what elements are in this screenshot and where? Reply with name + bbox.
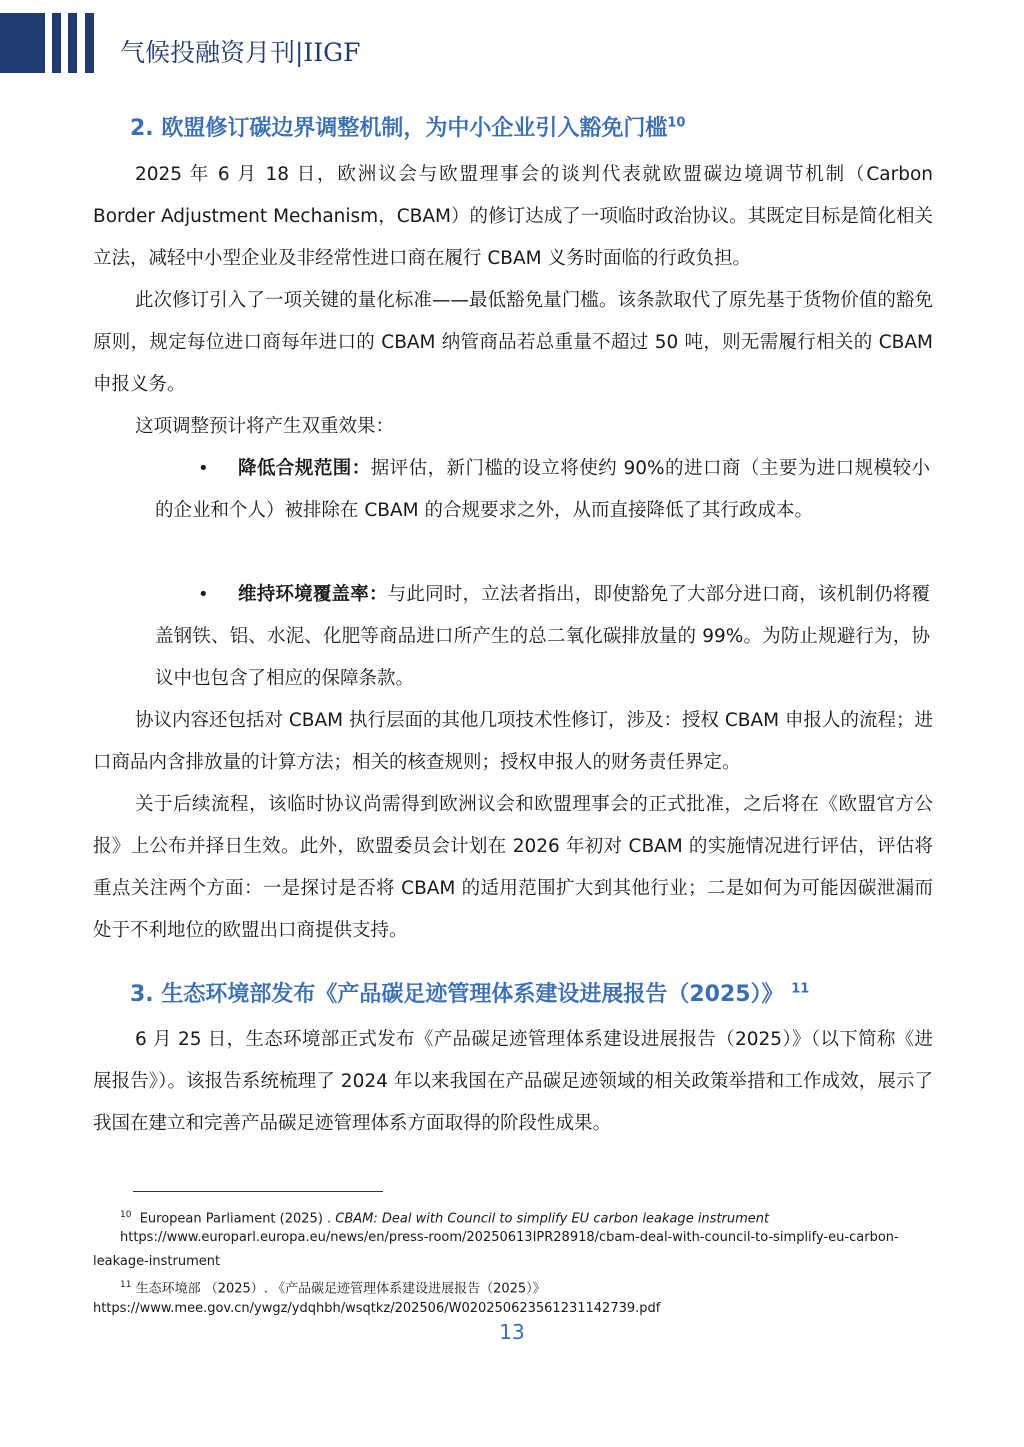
footnote-ref-10[interactable]: 10 (667, 115, 686, 131)
section-3-heading (130, 977, 809, 1008)
section-2-paragraph-3: 这项调整预计将产生双重效果： (135, 416, 395, 437)
header-bar-2 (52, 13, 61, 73)
bullet-item-2-text: 与此同时，立法者指出，即使豁免了大部分进口商，该机制仍将覆盖钢铁、铝、水泥、化肥等商品进口所产生的总二氧化碳排放量的 99%。为防止规避行为，协议中也包含了相应的保障条款。 (155, 584, 930, 689)
section-2-paragraph-2: 此次修订引入了一项关键的量化标准——最低豁免量门槛。该条款取代了原先基于货物价值的豁免原则，规定每位进口商每年进口的 CBAM 纳管商品若总重量不超过 50 吨，则无需履行相关的 CBAM 申报义务。 (93, 290, 933, 395)
page-number: 13 (499, 1320, 525, 1344)
bullet-item-1-lead: 降低合规范围： (238, 458, 371, 479)
footnote-ref-11[interactable]: 11 (791, 981, 810, 997)
section-3-paragraph-1: 6 月 25 日，生态环境部正式发布《产品碳足迹管理体系建设进展报告（2025）》（以下简称《进展报告》）。该报告系统梳理了 2024 年以来我国在产品碳足迹领域的相关政策举措和工作成效，展示了我国在建立和完善产品碳足迹管理体系方面取得的阶段性成果。 (93, 1029, 933, 1134)
bullet-item-1 (155, 448, 930, 532)
footnote-10-number: 10 (120, 1210, 132, 1220)
bullet-item-2-lead: 维持环境覆盖率： (238, 584, 388, 605)
section-2-heading-text: 2. 欧盟修订碳边界调整机制，为中小企业引入豁免门槛 (130, 116, 668, 141)
footnote-10-title: CBAM: Deal with Council to simplify EU carbon leakage instrument (335, 1211, 770, 1227)
footnote-11 (120, 1276, 546, 1298)
footnote-10-url-cont[interactable]: leakage-instrument (93, 1254, 221, 1269)
bullet-icon: • (198, 458, 209, 479)
bullet-item-1-text: 据评估，新门槛的设立将使约 90%的进口商（主要为进口规模较小的企业和个人）被排除在 CBAM 的合规要求之外，从而直接降低了其行政成本。 (155, 458, 930, 521)
header-title: 气候投融资月刊|IIGF (120, 38, 361, 67)
section-2-paragraph-1: 2025 年 6 月 18 日，欧洲议会与欧盟理事会的谈判代表就欧盟碳边境调节机制（Carbon Border Adjustment Mechanism，CBAM）的修订达成了一项临时政治协议。其既定目标是简化相关立法，减轻中小型企业及非经常性进口商在履行 CBAM 义务时面临的行政负担。 (93, 164, 933, 269)
section-2-heading (130, 111, 685, 142)
footnote-10-source: European Parliament (2025) . (139, 1211, 336, 1227)
section-2-paragraph-5: 关于后续流程，该临时协议尚需得到欧洲议会和欧盟理事会的正式批准，之后将在《欧盟官方公报》上公布并择日生效。此外，欧盟委员会计划在 2026 年初对 CBAM 的实施情况进行评估，评估将重点关注两个方面：一是探讨是否将 CBAM 的适用范围扩大到其他行业；二是如何为可能因碳泄漏而处于不利地位的欧盟出口商提供支持。 (93, 794, 933, 941)
header-bar-4 (85, 13, 94, 73)
bullet-icon: • (198, 584, 209, 605)
bullet-item-2 (155, 574, 930, 700)
section-3-heading-text: 3. 生态环境部发布《产品碳足迹管理体系建设进展报告（2025）》 (130, 982, 784, 1007)
footnote-10 (120, 1206, 769, 1228)
footnote-11-url[interactable]: https://www.mee.gov.cn/ywgz/ydqhbh/wsqtkz/202506/W020250623561231142739.pdf (93, 1301, 661, 1316)
footnote-11-number: 11 (120, 1280, 132, 1290)
header-bar-3 (68, 13, 77, 73)
section-2-paragraph-4: 协议内容还包括对 CBAM 执行层面的其他几项技术性修订，涉及：授权 CBAM 申报人的流程；进口商品内含排放量的计算方法；相关的核查规则；授权申报人的财务责任界定。 (93, 710, 933, 773)
footnote-divider (133, 1191, 383, 1192)
footnote-10-url[interactable]: https://www.europarl.europa.eu/news/en/press-room/20250613IPR28918/cbam-deal-with-council-to-simplify-eu-carbon- (120, 1230, 899, 1245)
header-bar-1 (0, 13, 45, 73)
footnote-11-text: 生态环境部 （2025）. 《产品碳足迹管理体系建设进展报告（2025）》 (135, 1281, 546, 1297)
